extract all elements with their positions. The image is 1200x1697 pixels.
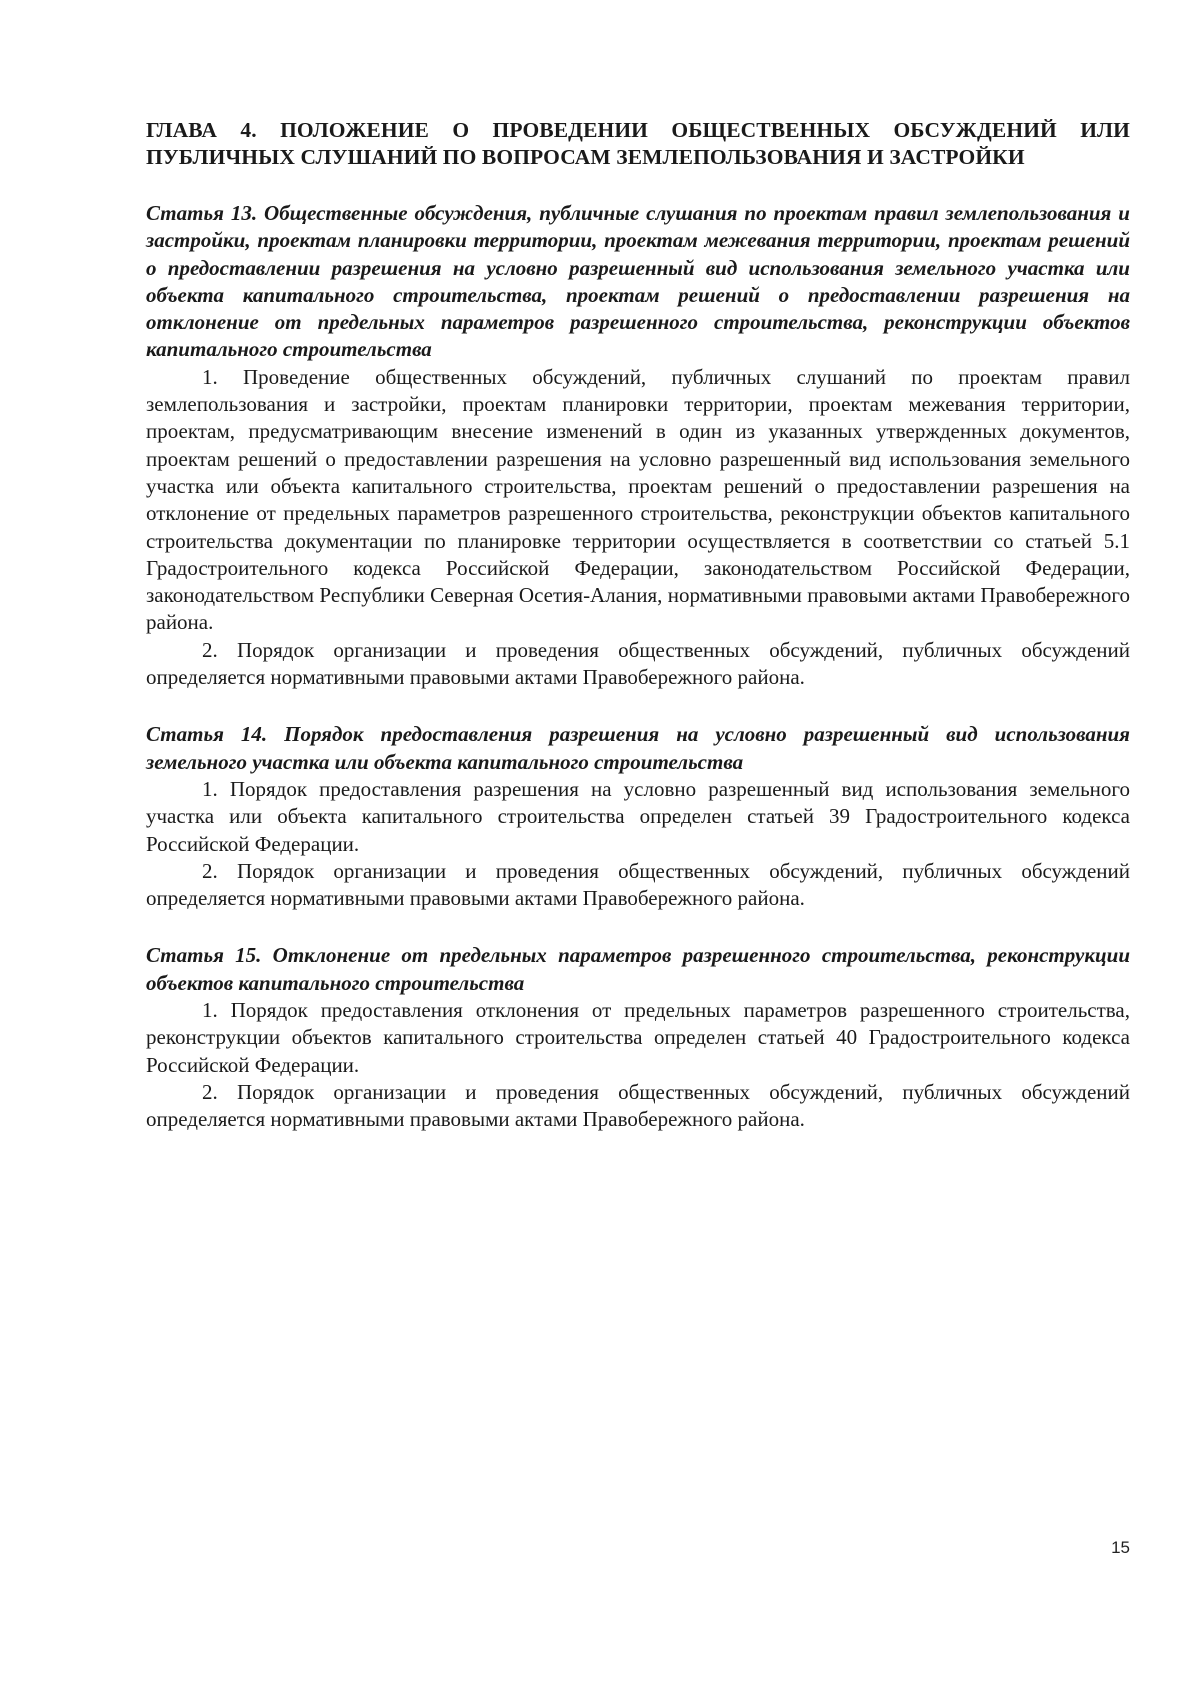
article-paragraph: 2. Порядок организации и проведения общественных обсуждений, публичных обсуждений определяется нормативными правовыми актами Правобережного района. xyxy=(146,858,1130,911)
article-paragraph: 2. Порядок организации и проведения общественных обсуждений, публичных обсуждений определяется нормативными правовыми актами Правобережного района. xyxy=(146,1079,1130,1132)
article-13 xyxy=(146,200,1130,691)
article-title: Статья 14. Порядок предоставления разрешения на условно разрешенный вид использования земельного участка или объекта капитального строительства xyxy=(146,722,1130,774)
article-15 xyxy=(146,942,1130,1133)
article-paragraph: 1. Порядок предоставления отклонения от предельных параметров разрешенного строительства, реконструкции объектов капитального строительства определен статьей 40 Градостроительного кодекса Российской Федерации. xyxy=(146,998,1130,1077)
article-paragraph: 1. Порядок предоставления разрешения на условно разрешенный вид использования земельного участка или объекта капитального строительства определен статьей 39 Градостроительного кодекса Российской Федерации. xyxy=(146,776,1130,856)
document-page xyxy=(146,117,1130,1134)
article-14 xyxy=(146,721,1130,912)
chapter-title: ГЛАВА 4. ПОЛОЖЕНИЕ О ПРОВЕДЕНИИ ОБЩЕСТВЕННЫХ ОБСУЖДЕНИЙ ИЛИ ПУБЛИЧНЫХ СЛУШАНИЙ ПО ВОПРОСАМ ЗЕМЛЕПОЛЬЗОВАНИЯ И ЗАСТРОЙКИ xyxy=(146,118,1130,169)
article-title: Статья 15. Отклонение от предельных параметров разрешенного строительства, реконструкции объектов капитального строительства xyxy=(146,943,1130,995)
page-number: 15 xyxy=(1111,1538,1130,1557)
article-paragraph: 2. Порядок организации и проведения общественных обсуждений, публичных обсуждений определяется нормативными правовыми актами Правобережного района. xyxy=(146,637,1130,690)
article-paragraph: 1. Проведение общественных обсуждений, публичных слушаний по проектам правил землепользования и застройки, проектам планировки территории, проектам межевания территории, проектам, предусматривающим внесение изменений в один из указанных утвержденных документов, проектам решений о предоставлении разрешения на условно разрешенный вид использования земельного участка или объекта капитального строительства, проектам решений о предоставлении разрешения на отклонение от предельных параметров разрешенного строительства, реконструкции объектов капитального строительства документации по планировке территории осуществляется в соответствии со статьей 5.1 Градостроительного кодекса Российской Федерации, законодательством Российской Федерации, законодательством Республики Северная Осетия-Алания, нормативными правовыми актами Правобережного района. xyxy=(146,364,1130,635)
article-title: Статья 13. Общественные обсуждения, публичные слушания по проектам правил землепользования и застройки, проектам планировки территории, проектам межевания территории, проектам решений о предоставлении разрешения на условно разрешенный вид использования земельного участка или объекта капитального строительства, проектам решений о предоставлении разрешения на отклонение от предельных параметров разрешенного строительства, реконструкции объектов капитального строительства xyxy=(146,201,1130,362)
